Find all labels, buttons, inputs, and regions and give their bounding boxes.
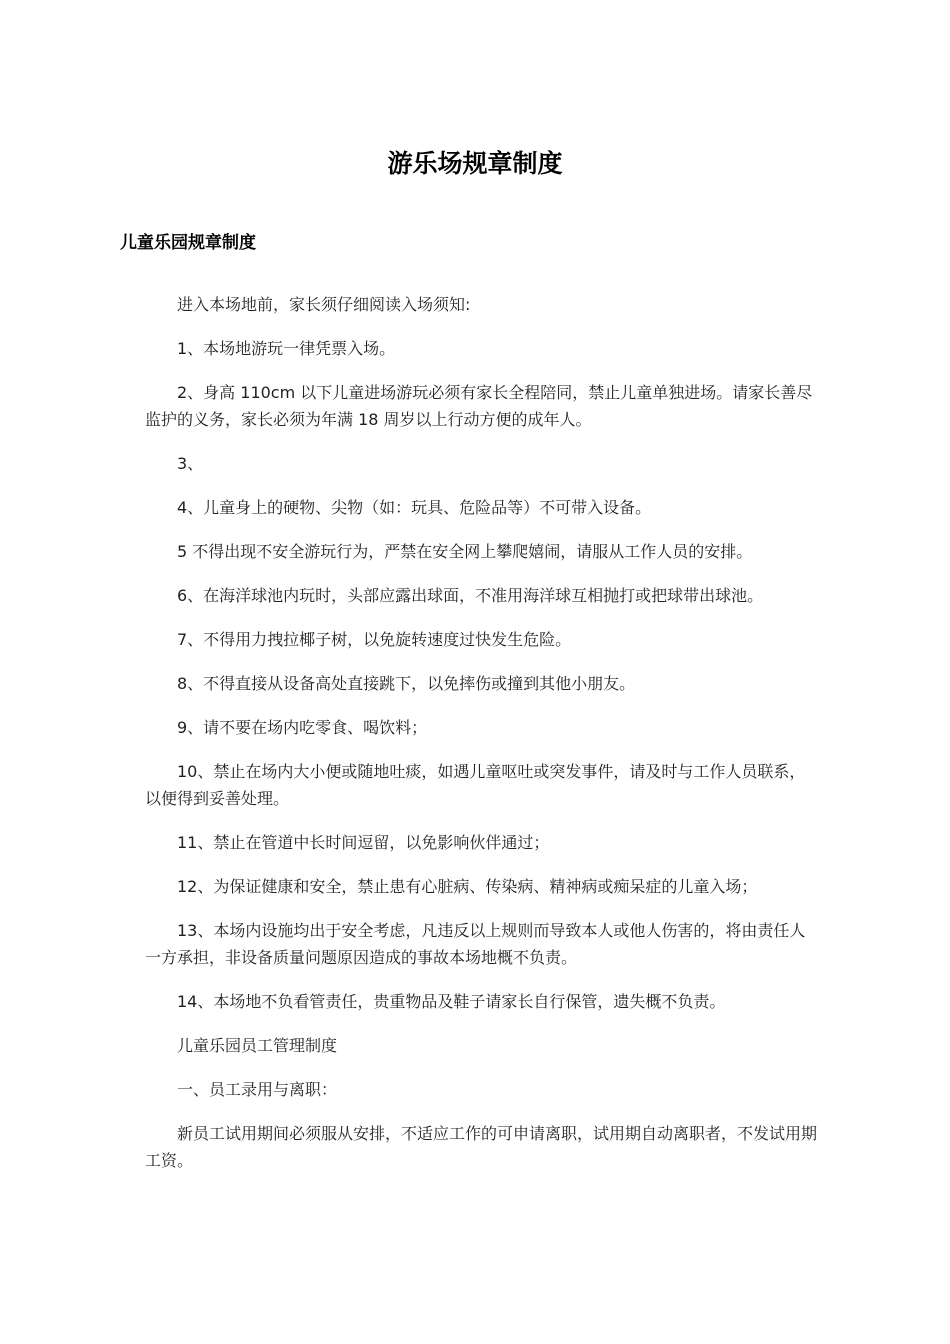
rule-7: 7、不得用力拽拉椰子树，以免旋转速度过快发生危险。 <box>177 630 572 649</box>
rule-13: 13、本场内设施均出于安全考虑，凡违反以上规则而导致本人或他人伤害的，将由责任人一方承担，非设备质量问题原因造成的事故本场地概不负责。 <box>145 921 806 967</box>
rule-3: 3、 <box>177 454 204 473</box>
staff-subsection-title: 一、员工录用与离职： <box>177 1080 338 1099</box>
rule-8: 8、不得直接从设备高处直接跳下，以免摔伤或撞到其他小朋友。 <box>177 674 636 693</box>
staff-section-title: 儿童乐园员工管理制度 <box>177 1036 338 1055</box>
rule-6: 6、在海洋球池内玩时，头部应露出球面，不准用海洋球互相抛打或把球带出球池。 <box>177 586 764 605</box>
rule-2: 2、身高 110cm 以下儿童进场游玩必须有家长全程陪同，禁止儿童单独进场。请家长善尽监护的义务，家长必须为年满 18 周岁以上行动方便的成年人。 <box>145 383 813 429</box>
document-body <box>145 291 817 1191</box>
rule-9: 9、请不要在场内吃零食、喝饮料； <box>177 718 428 737</box>
rule-11: 11、禁止在管道中长时间逗留，以免影响伙伴通过； <box>177 833 550 852</box>
paragraph-intro: 进入本场地前，家长须仔细阅读入场须知: <box>177 295 471 314</box>
document-title: 游乐场规章制度 <box>387 149 563 178</box>
rule-10: 10、禁止在场内大小便或随地吐痰，如遇儿童呕吐或突发事件，请及时与工作人员联系，以便得到妥善处理。 <box>145 762 806 808</box>
rule-12: 12、为保证健康和安全，禁止患有心脏病、传染病、精神病或痴呆症的儿童入场； <box>177 877 758 896</box>
rule-4: 4、儿童身上的硬物、尖物（如：玩具、危险品等）不可带入设备。 <box>177 498 652 517</box>
rule-14: 14、本场地不负看管责任，贵重物品及鞋子请家长自行保管，遗失概不负责。 <box>177 992 726 1011</box>
rule-5: 5 不得出现不安全游玩行为，严禁在安全网上攀爬嬉闹，请服从工作人员的安排。 <box>177 542 753 561</box>
rule-1: 1、本场地游玩一律凭票入场。 <box>177 339 396 358</box>
section-heading: 儿童乐园规章制度 <box>120 233 256 253</box>
staff-paragraph: 新员工试用期间必须服从安排，不适应工作的可申请离职，试用期自动离职者，不发试用期工资。 <box>145 1124 818 1170</box>
